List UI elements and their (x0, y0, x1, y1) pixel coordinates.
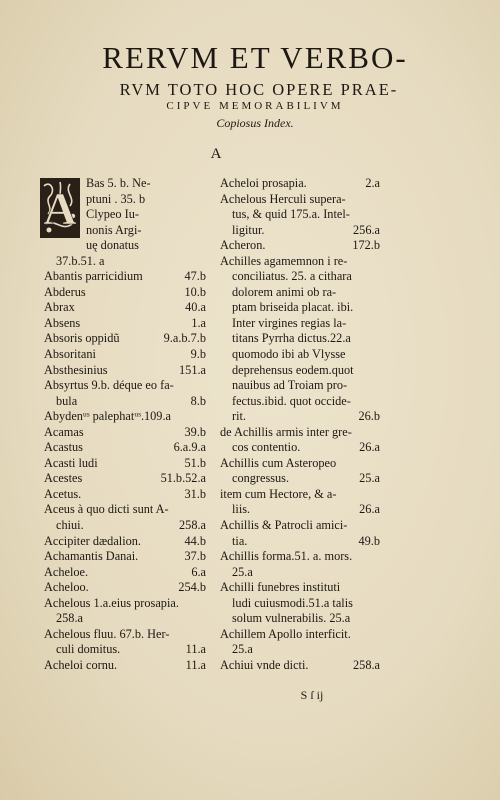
index-entry (44, 347, 206, 363)
index-entry (44, 580, 206, 596)
index-title-line-1: RERVM ET VERBO- (102, 40, 408, 75)
index-entry (44, 300, 206, 316)
entry-reference: 8.b (190, 393, 206, 408)
entry-text: Acheloi prosapia. (220, 176, 307, 190)
index-entry: de Achillis armis inter gre- (220, 424, 352, 439)
index-entry (220, 223, 380, 239)
index-entry: Achillis forma.51. a. mors. (220, 549, 353, 564)
entry-reference: 9.b (190, 347, 206, 362)
index-entry (44, 456, 206, 472)
entry-reference: 31.b (184, 486, 206, 501)
entry-text: Acheron. (220, 238, 266, 253)
entry-text: rit. (232, 409, 247, 424)
index-entry: Clypeo Iu- (86, 207, 139, 222)
index-entry: tus, & quid 175.a. Intel- (232, 207, 350, 222)
index-entry: Achilli funebres instituti (220, 580, 341, 595)
index-entry: dolorem animi ob ra- (232, 284, 337, 299)
entry-reference: 258.a (179, 518, 206, 533)
index-entry (220, 658, 380, 674)
index-entry (44, 471, 206, 487)
entry-text: Abrax (44, 300, 75, 315)
index-entry (220, 534, 380, 550)
entry-text: chiui. (56, 518, 84, 533)
index-entry (220, 502, 380, 518)
entry-reference: 6.a (191, 564, 206, 579)
index-entry: Bas 5. b. Ne- (86, 176, 151, 190)
entry-text: Achiui vnde dicti. (220, 657, 309, 672)
index-entry: ludi cuiusmodi.51.a talis (232, 595, 353, 610)
index-entry (220, 238, 380, 254)
index-entry (44, 549, 206, 565)
entry-reference: 44.b (184, 533, 206, 548)
entry-text: tia. (232, 533, 248, 548)
entry-reference: 25.a (359, 471, 380, 486)
entry-reference: 11.a (185, 642, 206, 657)
index-entry: titans Pyrrha dictus.22.a (232, 331, 351, 346)
entry-text: Abantis parricidium (44, 269, 143, 284)
index-entry (44, 565, 206, 581)
index-subtitle: Copiosus Index. (216, 116, 294, 130)
index-entry (220, 176, 380, 192)
entry-reference: 11.a (185, 657, 206, 672)
index-entry (220, 440, 380, 456)
entry-text: Acetus. (44, 486, 82, 501)
index-entry: item cum Hectore, & a- (220, 486, 337, 501)
index-entry: 258.a (56, 611, 83, 626)
entry-text: Absthesinius (44, 362, 108, 377)
entry-text: Abderus (44, 284, 86, 299)
index-entry: uę donatus (86, 238, 139, 253)
entry-reference: 39.b (184, 424, 206, 439)
entry-text: ligitur. (232, 222, 265, 237)
entry-reference: 47.b (184, 269, 206, 284)
section-letter: A (210, 146, 222, 162)
entry-text: Absoritani (44, 347, 96, 362)
index-entry (44, 425, 206, 441)
entry-text: Acamas (44, 424, 84, 439)
index-entry: nauibus ad Troiam pro- (232, 378, 348, 393)
entry-reference: 172.b (352, 238, 380, 253)
entry-text: Absoris oppidũ (44, 331, 120, 346)
index-entry: deprehensus eodem.quot (232, 362, 354, 377)
index-entry: solum vulnerabilis. 25.a (232, 611, 351, 626)
entry-text: Accipiter dædalion. (44, 533, 141, 548)
index-entry: quomodo ibi ab Vlysse (232, 347, 346, 362)
entry-reference: 26.a (359, 502, 380, 517)
index-entry (44, 269, 206, 285)
entry-text: bula (56, 393, 78, 408)
index-entry: Achilles agamemnon i re- (220, 253, 348, 268)
index-entry: Absyrtus 9.b. déque eo fa- (44, 378, 174, 393)
entry-text: Acastus (44, 440, 83, 455)
index-title-line-2: RVM TOTO HOC OPERE PRAE- (119, 80, 399, 99)
signature-mark: S ſ ij (300, 688, 324, 702)
entry-text: congressus. (232, 471, 290, 486)
entry-reference: 26.a (359, 440, 380, 455)
index-entry (220, 409, 380, 425)
index-entry: Achillem Apollo interficit. (220, 626, 351, 641)
entry-reference: 49.b (358, 533, 380, 548)
entry-reference: 40.a (185, 300, 206, 315)
entry-reference: 1.a (191, 315, 206, 330)
index-entry (44, 534, 206, 550)
entry-reference: 10.b (184, 284, 206, 299)
entry-text: Acestes (44, 471, 83, 486)
entry-reference: 256.a (353, 222, 380, 237)
entry-reference: 51.b.52.a (160, 471, 206, 486)
index-column-left (44, 176, 206, 674)
index-entry (44, 363, 206, 379)
entry-text: Acasti ludi (44, 455, 98, 470)
entry-reference: 9.a.b.7.b (163, 331, 206, 346)
index-entry (44, 642, 206, 658)
index-entry: Achelous fluu. 67.b. Her- (44, 626, 170, 641)
index-entry: nonis Argi- (86, 222, 142, 237)
entry-text: Acheloe. (44, 564, 89, 579)
index-entry: Achillis cum Asteropeo (220, 455, 337, 470)
index-entry: Achelous Herculi supera- (220, 191, 346, 206)
entry-reference: 51.b (184, 455, 206, 470)
index-entry: ptuni . 35. b (86, 191, 146, 206)
index-entry (44, 316, 206, 332)
index-entry: 25.a (232, 564, 253, 579)
entry-reference: 6.a.9.a (173, 440, 206, 455)
index-entry: 37.b.51. a (56, 253, 105, 268)
entry-reference: 2.a (365, 176, 380, 190)
index-entry: 25.a (232, 642, 253, 657)
entry-reference: 258.a (353, 657, 380, 672)
dropcap-letter: A (43, 183, 77, 234)
index-entry: Achillis & Patrocli amici- (220, 518, 348, 533)
index-entry: conciliatus. 25. a cithara (232, 269, 352, 284)
index-entry: Inter virgines regias la- (232, 315, 347, 330)
index-title-line-3: CIPVE MEMORABILIVM (166, 100, 344, 112)
entry-text: Acheloo. (44, 580, 89, 595)
entry-text: culi domitus. (56, 642, 121, 657)
index-entry (44, 518, 206, 534)
index-entry (44, 331, 206, 347)
entry-reference: 151.a (179, 362, 206, 377)
entry-text: Achamantis Danai. (44, 549, 139, 564)
entry-text: Absens (44, 315, 81, 330)
index-entry (220, 471, 380, 487)
entry-reference: 254.b (178, 580, 206, 595)
index-column-right (220, 176, 380, 674)
index-entry: Achelous 1.a.eius prosapia. (44, 595, 179, 610)
entry-reference: 26.b (358, 409, 380, 424)
entry-text: liis. (232, 502, 251, 517)
index-entry (44, 487, 206, 503)
entry-text: cos contentio. (232, 440, 301, 455)
entry-reference: 37.b (184, 549, 206, 564)
index-entry (44, 658, 206, 674)
index-entry (44, 440, 206, 456)
entry-text: Acheloi cornu. (44, 657, 118, 672)
index-entry: Aceus à quo dicti sunt A- (44, 502, 169, 517)
index-entry (44, 285, 206, 301)
index-entry: ptam briseida placat. ibi. (232, 300, 354, 315)
index-entry: fectus.ibid. quot occide- (232, 393, 351, 408)
index-entry: Abydenᵘˢ palephatᵘˢ.109.a (44, 409, 171, 424)
index-entry (44, 394, 206, 410)
